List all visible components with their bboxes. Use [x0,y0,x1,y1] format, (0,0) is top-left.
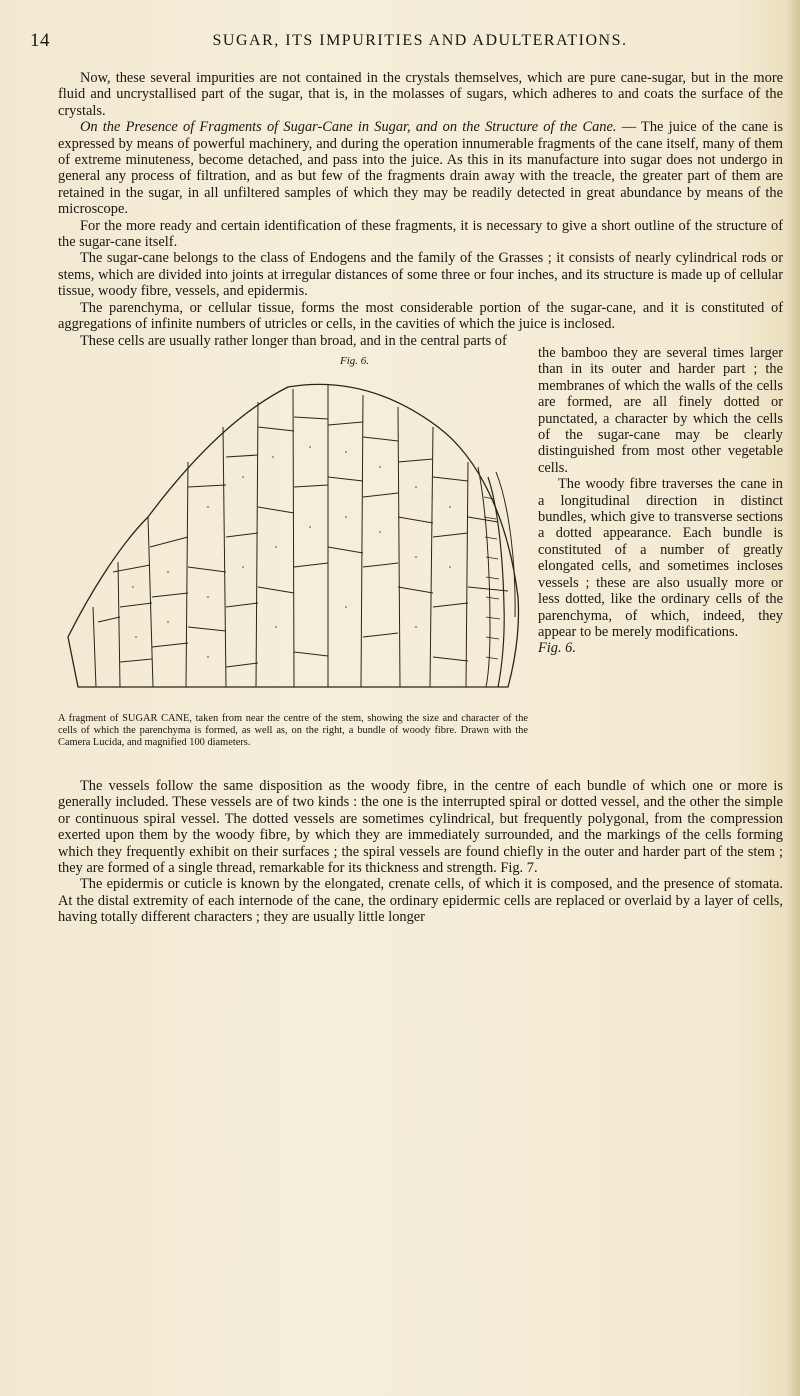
page-number: 14 [30,30,50,51]
figure-label: Fig. 6. [340,355,370,367]
side-column-text [538,345,783,657]
paragraph-grasses: The sugar-cane belongs to the class of Endogens and the family of the Grasses ; it consists of nearly cylindrical rods or stems, which are divided into joints at irregular distances of some three or four inches, and its structure is made up of cellular tissue, woody fibre, vessels, and epidermis. [58,250,783,300]
paragraph-fragments [58,119,783,217]
paragraph-bamboo: the bamboo they are several times larger than in its outer and harder part ; the membranes of which the walls of the cells are formed, are all finely dotted or punctated, a character by which the cells of the sugar-cane may be clearly distinguished from most other vegetable cells. [538,345,783,476]
body-text-bottom [58,778,783,926]
page-edge-shadow [786,0,800,1396]
section-heading: On the Presence of Fragments of Sugar-Cane in Sugar, and on the Structure of the Cane. [80,119,617,136]
running-head: SUGAR, ITS IMPURITIES AND ADULTERATIONS. [212,32,628,49]
figure-area [58,345,783,775]
paragraph-identification: For the more ready and certain identification of these fragments, it is necessary to give a short outline of the structure of the sugar-cane itself. [58,217,783,251]
paragraph-vessels: The vessels follow the same disposition as the woody fibre, in the centre of each bundle of which one or more is generally included. These vessels are of two kinds : the one is the interrupted spiral or dotted vessel, and the other the simple or continuous spiral vessel. The dotted vessels are sometimes cylindrical, but frequently polygonal, from the compression exerted upon them by the woody fibre, by which they are immediately surrounded, and the markings of the cells forming which they frequently exhibit on their surfaces ; the spiral vessels are found chiefly in the outer and harder part of the stem ; they are formed of a single thread, remarkable for its thickness and strength. Fig. 7. [58,778,783,877]
body-text-top [58,70,783,349]
paragraph-epidermis: The epidermis or cuticle is known by the elongated, crenate cells, of which it is composed, and the presence of stomata. At the distal extremity of each internode of the cane, the ordinary epidermic cells are replaced or overlaid by a layer of cells, having totally different characters ; they are usually little longer [58,876,783,926]
paragraph-parenchyma: The parenchyma, or cellular tissue, forms the most considerable portion of the sugar-cane, and it is constituted of aggregations of infinite numbers of utricles or cells, in the cavities of which the juice is inclosed. [58,299,783,333]
section-heading-text: — The juice of the cane is expressed by means of powerful machinery, and during the operation innumerable fragments of the cane itself, many of them of extreme minuteness, become detached, and pass into the juice. As this in its manufacture into sugar does not undergo in general any process of filtration, and as but few of the fragments drain away with the treacle, the greater part of them are retained in the sugar, in all unfiltered samples of which they may be readily detected in great abundance by means of the microscope. [58,119,783,218]
figure-caption: A fragment of SUGAR CANE, taken from near the centre of the stem, showing the size and character of the cells of which the parenchyma is formed, as well as, on the right, a bundle of woody fibre. Drawn with the Camera Lucida, and magnified 100 diameters. [58,713,528,749]
sugar-cane-cells-illustration [58,367,528,707]
figure-reference: Fig. 6. [538,640,576,657]
paragraph-impurities: Now, these several impurities are not contained in the crystals themselves, which are pure cane-sugar, but in the more fluid and uncrystallised part of the sugar, that is, in the molasses of sugars, which adheres to and coats the surface of the crystals. [58,70,783,119]
page-header [30,30,770,56]
paragraph-cells-start: These cells are usually rather longer than broad, and in the central parts of [80,332,507,349]
paragraph-woody-fibre: The woody fibre traverses the cane in a longitudinal direction in distinct bundles, which give to transverse sections a dotted appearance. Each bundle is constituted of a number of greatly elongated cells, and sometimes incloses vessels ; these are also usually more or less dotted, like the ordinary cells of the parenchyma, of which, indeed, they appear to be merely modifications. [538,476,783,640]
